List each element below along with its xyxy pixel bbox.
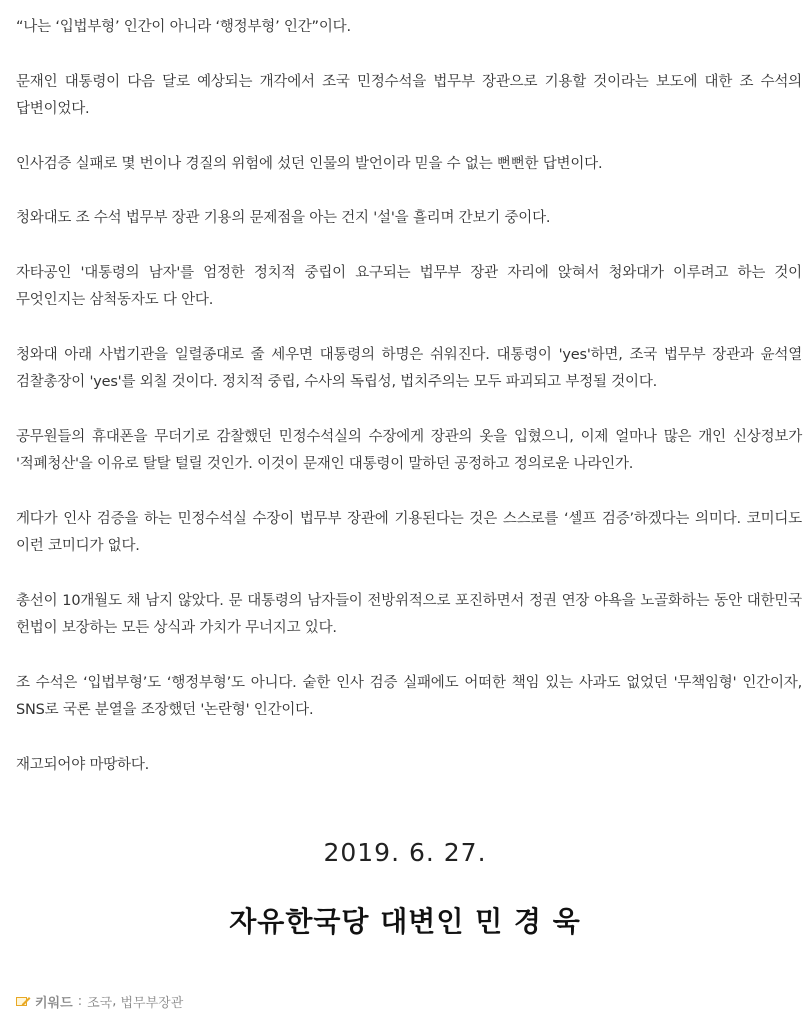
paragraph-10: 조 수석은 ‘입법부형’도 ‘행정부형’도 아니다. 숱한 인사 검증 실패에도 어떠한 책임 있는 사과도 없었던 '무책임형' 인간이자, SNS로 국론 분열을 조장했던 '논란형' 인간이다. — [16, 674, 802, 718]
statement-date: 2019. 6. 27. — [323, 838, 487, 867]
paragraph-4: 청와대도 조 수석 법무부 장관 기용의 문제점을 아는 건지 '설'을 흘리며 간보기 중이다. — [16, 210, 551, 226]
paragraph-3: 인사검증 실패로 몇 번이나 경질의 위험에 섰던 인물의 발언이라 믿을 수 없는 뻔뻔한 답변이다. — [16, 155, 603, 172]
paragraph-7: 공무원들의 휴대폰을 무더기로 감찰했던 민정수석실의 수장에게 장관의 옷을 입혔으니, 이제 얼마나 많은 개인 신상정보가 '적폐청산'을 이유로 탈탈 털릴 것인가. 이것이 문재인 대통령이 말하던 공정하고 정의로운 나라인가. — [16, 428, 802, 472]
paragraph-2: 문재인 대통령이 다음 달로 예상되는 개각에서 조국 민정수석을 법무부 장관으로 기용할 것이라는 보도에 대한 조 수석의 답변이었다. — [16, 73, 802, 117]
pencil-note-icon — [16, 996, 31, 1007]
keyword-link-1[interactable]: 조국 — [87, 996, 113, 1011]
spokesperson-signature: 자유한국당 대변인 민 경 욱 — [229, 905, 581, 938]
keyword-link-2[interactable]: 법무부장관 — [120, 996, 184, 1011]
paragraph-5: 자타공인 '대통령의 남자'를 엄정한 정치적 중립이 요구되는 법무부 장관 자리에 앉혀서 청와대가 이루려고 하는 것이 무엇인지는 삼척동자도 다 안다. — [16, 264, 802, 308]
paragraph-11: 재고되어야 마땅하다. — [16, 756, 150, 773]
keywords-bar — [16, 992, 183, 1011]
paragraph-1: “나는 ‘입법부형’ 인간이 아니라 ‘행정부형’ 인간”이다. — [16, 19, 351, 35]
paragraph-9: 총선이 10개월도 채 남지 않았다. 문 대통령의 남자들이 전방위적으로 포진하면서 정권 연장 야욕을 노골화하는 동안 대한민국 헌법이 보장하는 모든 상식과 가치가 무너지고 있다. — [16, 592, 802, 636]
paragraph-6: 청와대 아래 사법기관을 일렬종대로 줄 세우면 대통령의 하명은 쉬워진다. 대통령이 'yes'하면, 조국 법무부 장관과 윤석열 검찰총장이 'yes'를 외칠 것이다. 정치적 중립, 수사의 독립성, 법치주의는 모두 파괴되고 부정될 것이다. — [16, 346, 802, 390]
keywords-label: 키워드 — [35, 996, 73, 1011]
article-body — [16, 14, 802, 806]
paragraph-8: 게다가 인사 검증을 하는 민정수석실 수장이 법무부 장관에 기용된다는 것은 스스로를 ‘셀프 검증’하겠다는 의미다. 코미디도 이런 코미디가 없다. — [16, 510, 802, 554]
keywords-separator: : — [77, 994, 83, 1009]
keyword-item-separator: , — [112, 994, 121, 1009]
